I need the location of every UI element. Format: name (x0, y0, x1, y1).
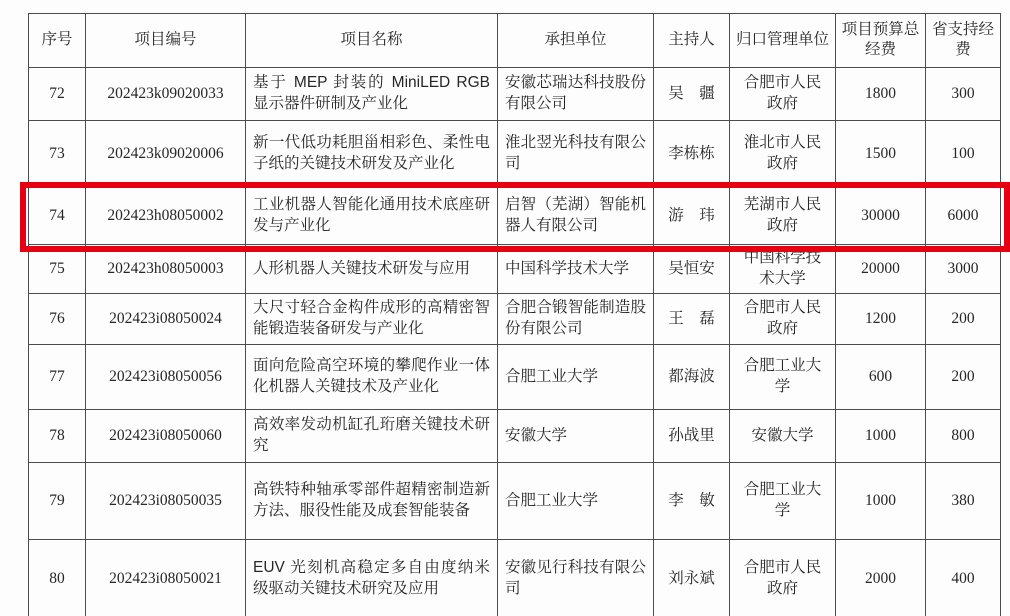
table-cell: 800 (926, 409, 1001, 462)
table-cell: 吴恒安 (654, 244, 730, 293)
table-cell: 合肥工业大学 (730, 344, 836, 409)
table-row (29, 187, 1001, 244)
table-cell: 合肥市人民政府 (730, 293, 836, 344)
table-cell: 3000 (926, 244, 1001, 293)
table-row (29, 67, 1001, 120)
table-cell: 6000 (926, 187, 1001, 244)
table-cell: 202423k09020006 (86, 120, 246, 187)
header-row (29, 14, 1001, 68)
table-cell: 1500 (836, 120, 926, 187)
table-cell: 合肥工业大学 (498, 344, 654, 409)
table-cell: 30000 (836, 187, 926, 244)
table-cell: 孙战里 (654, 409, 730, 462)
table-cell: 李栋栋 (654, 120, 730, 187)
table-cell: 中国科学技术大学 (730, 244, 836, 293)
table-cell: 202423h08050003 (86, 244, 246, 293)
table-cell: 安徽见行科技有限公司 (498, 539, 654, 616)
header-leader: 主持人 (654, 14, 730, 68)
table-cell: 200 (926, 344, 1001, 409)
table-cell: 高铁特种轴承零部件超精密制造新方法、服役性能及成套智能装备 (246, 462, 498, 539)
table-cell: 400 (926, 539, 1001, 616)
table-row (29, 462, 1001, 539)
table-row (29, 244, 1001, 293)
table-cell: 王 磊 (654, 293, 730, 344)
table-cell: 200 (926, 293, 1001, 344)
table-cell: 游 玮 (654, 187, 730, 244)
table-cell: 76 (29, 293, 86, 344)
table-cell: 1000 (836, 409, 926, 462)
table-cell: 合肥工业大学 (498, 462, 654, 539)
table-cell: 79 (29, 462, 86, 539)
table-cell: 安徽大学 (730, 409, 836, 462)
table-cell: 基于 MEP 封装的 MiniLED RGB 显示器件研制及产业化 (246, 67, 498, 120)
table-row (29, 120, 1001, 187)
table-cell: 刘永斌 (654, 539, 730, 616)
table-cell: 100 (926, 120, 1001, 187)
table-cell: 人形机器人关键技术研发与应用 (246, 244, 498, 293)
table-cell: 合肥市人民政府 (730, 67, 836, 120)
table-cell: 600 (836, 344, 926, 409)
header-province-funds: 省支持经费 (926, 14, 1001, 68)
table-cell: 新一代低功耗胆甾相彩色、柔性电子纸的关键技术研发及产业化 (246, 120, 498, 187)
table-cell: 吴 疆 (654, 67, 730, 120)
table-cell: 都海波 (654, 344, 730, 409)
table-cell: 工业机器人智能化通用技术底座研发与产业化 (246, 187, 498, 244)
header-undertaking-unit: 承担单位 (498, 14, 654, 68)
table-cell: 202423i08050024 (86, 293, 246, 344)
table-cell: 中国科学技术大学 (498, 244, 654, 293)
table-cell: 202423i08050035 (86, 462, 246, 539)
table-cell: 合肥合锻智能制造股份有限公司 (498, 293, 654, 344)
table-cell: 启智（芜湖）智能机器人有限公司 (498, 187, 654, 244)
table-cell: 李 敏 (654, 462, 730, 539)
table-cell: 合肥市人民政府 (730, 539, 836, 616)
table-cell: 大尺寸轻合金构件成形的高精密智能锻造装备研发与产业化 (246, 293, 498, 344)
table-cell: 高效率发动机缸孔珩磨关键技术研究 (246, 409, 498, 462)
table-cell: 72 (29, 67, 86, 120)
table-cell: 75 (29, 244, 86, 293)
table-cell: 安徽大学 (498, 409, 654, 462)
header-total-budget: 项目预算总经费 (836, 14, 926, 68)
table-cell: 2000 (836, 539, 926, 616)
table-cell: 80 (29, 539, 86, 616)
table-cell: 芜湖市人民政府 (730, 187, 836, 244)
table-cell: 面向危险高空环境的攀爬作业一体化机器人关键技术及产业化 (246, 344, 498, 409)
table-cell: 安徽芯瑞达科技股份有限公司 (498, 67, 654, 120)
table-cell: 74 (29, 187, 86, 244)
table-body (29, 67, 1001, 616)
table-cell: 合肥工业大学 (730, 462, 836, 539)
table-cell: 202423i08050060 (86, 409, 246, 462)
table-cell: 淮北市人民政府 (730, 120, 836, 187)
table-cell: EUV 光刻机高稳定多自由度纳米级驱动关键技术研究及应用 (246, 539, 498, 616)
table-cell: 202423i08050056 (86, 344, 246, 409)
table-row (29, 539, 1001, 616)
projects-table (28, 13, 1001, 616)
table-cell: 202423k09020033 (86, 67, 246, 120)
table-cell: 1200 (836, 293, 926, 344)
header-project-id: 项目编号 (86, 14, 246, 68)
table-row (29, 344, 1001, 409)
table-cell: 202423i08050021 (86, 539, 246, 616)
table-header (29, 14, 1001, 68)
table-cell: 1800 (836, 67, 926, 120)
table-cell: 1000 (836, 462, 926, 539)
table-cell: 淮北翌光科技有限公司 (498, 120, 654, 187)
header-management-unit: 归口管理单位 (730, 14, 836, 68)
table-cell: 77 (29, 344, 86, 409)
table-row (29, 409, 1001, 462)
header-project-name: 项目名称 (246, 14, 498, 68)
table-cell: 78 (29, 409, 86, 462)
table-cell: 73 (29, 120, 86, 187)
header-seq: 序号 (29, 14, 86, 68)
table-cell: 20000 (836, 244, 926, 293)
table-cell: 300 (926, 67, 1001, 120)
table-cell: 202423h08050002 (86, 187, 246, 244)
table-cell: 380 (926, 462, 1001, 539)
table-row (29, 293, 1001, 344)
